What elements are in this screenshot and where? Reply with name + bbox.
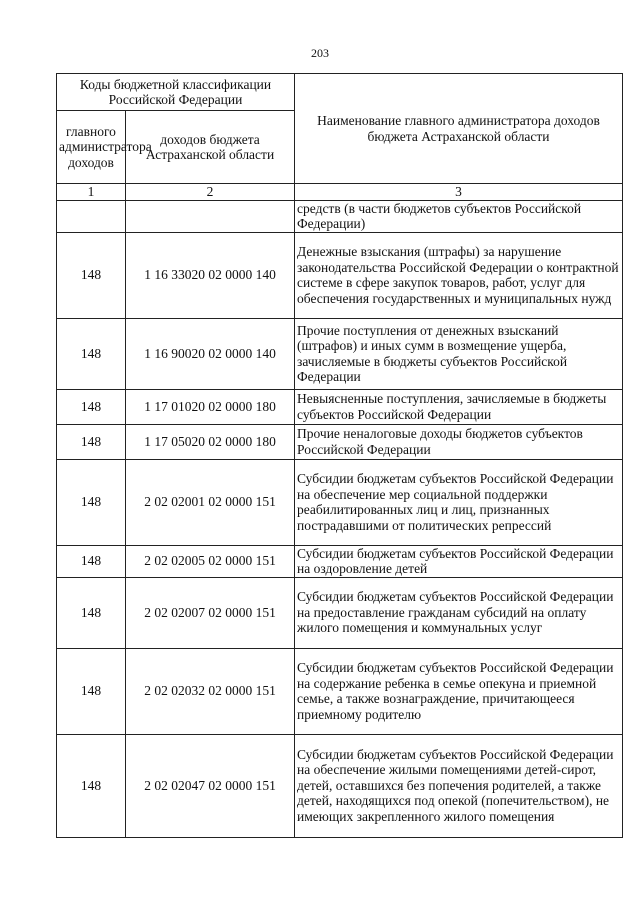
income-code-cell: 2 02 02005 02 0000 151: [126, 545, 295, 577]
table-row: [57, 459, 623, 545]
income-name-cell: Прочие неналоговые доходы бюджетов субъектов Российской Федерации: [295, 424, 623, 459]
income-name-cell: Субсидии бюджетам субъектов Российской Федерации на оздоровление детей: [295, 545, 623, 577]
admin-code-cell: 148: [57, 389, 126, 424]
header-income-code-column: доходов бюджета Астраханской области: [126, 111, 295, 184]
income-name-cell: Прочие поступления от денежных взысканий (штрафов) и иных сумм в возмещение ущерба, зачисляемые в бюджеты субъектов Российской Федерации: [295, 318, 623, 389]
admin-code-cell: 148: [57, 424, 126, 459]
admin-code-cell: 148: [57, 577, 126, 648]
admin-code-cell: 148: [57, 232, 126, 318]
column-number-1: 1: [57, 184, 126, 201]
table-header: [57, 74, 623, 201]
table-row: [57, 232, 623, 318]
table-row: [57, 424, 623, 459]
income-name-cell: Субсидии бюджетам субъектов Российской Федерации на предоставление гражданам субсидий на оплату жилого помещения и коммунальных услуг: [295, 577, 623, 648]
income-code-cell: 2 02 02047 02 0000 151: [126, 734, 295, 837]
header-name-column: Наименование главного администратора доходов бюджета Астраханской области: [295, 74, 623, 184]
header-admin-column: главного администратора доходов: [57, 111, 126, 184]
income-code-cell: 2 02 02001 02 0000 151: [126, 459, 295, 545]
income-code-cell: 1 17 01020 02 0000 180: [126, 389, 295, 424]
income-code-cell: 2 02 02032 02 0000 151: [126, 648, 295, 734]
admin-code-cell: [57, 200, 126, 232]
table-row: [57, 200, 623, 232]
budget-classification-table: [56, 73, 623, 838]
income-code-cell: 1 17 05020 02 0000 180: [126, 424, 295, 459]
column-number-2: 2: [126, 184, 295, 201]
table-body: [57, 200, 623, 837]
income-code-cell: 1 16 90020 02 0000 140: [126, 318, 295, 389]
income-name-cell: Субсидии бюджетам субъектов Российской Федерации на содержание ребенка в семье опекуна и приемной семье, а также вознаграждение, причитающееся приемному родителю: [295, 648, 623, 734]
page-number: 203: [311, 46, 329, 60]
income-name-cell: средств (в части бюджетов субъектов Российской Федерации): [295, 200, 623, 232]
table-row: [57, 577, 623, 648]
table-row: [57, 648, 623, 734]
income-name-cell: Денежные взыскания (штрафы) за нарушение законодательства Российской Федерации о контрактной системе в сфере закупок товаров, работ, услуг для обеспечения государственных и муниципальных нужд: [295, 232, 623, 318]
table-row: [57, 545, 623, 577]
table-row: [57, 318, 623, 389]
column-number-3: 3: [295, 184, 623, 201]
income-code-cell: 2 02 02007 02 0000 151: [126, 577, 295, 648]
header-group-row: [57, 74, 623, 111]
column-numbers-row: [57, 184, 623, 201]
admin-code-cell: 148: [57, 734, 126, 837]
table-row: [57, 734, 623, 837]
admin-code-cell: 148: [57, 648, 126, 734]
admin-code-cell: 148: [57, 459, 126, 545]
income-name-cell: Невыясненные поступления, зачисляемые в бюджеты субъектов Российской Федерации: [295, 389, 623, 424]
table-row: [57, 389, 623, 424]
header-codes-group: Коды бюджетной классификации Российской Федерации: [57, 74, 295, 111]
admin-code-cell: 148: [57, 318, 126, 389]
income-name-cell: Субсидии бюджетам субъектов Российской Федерации на обеспечение мер социальной поддержки реабилитированных лиц и лиц, признанных пострадавшими от политических репрессий: [295, 459, 623, 545]
income-code-cell: [126, 200, 295, 232]
income-name-cell: Субсидии бюджетам субъектов Российской Федерации на обеспечение жилыми помещениями детей-сирот, детей, оставшихся без попечения родителей, а также детей, находящихся под опекой (попечительством), не имеющих закрепленного жилого помещения: [295, 734, 623, 837]
income-code-cell: 1 16 33020 02 0000 140: [126, 232, 295, 318]
admin-code-cell: 148: [57, 545, 126, 577]
